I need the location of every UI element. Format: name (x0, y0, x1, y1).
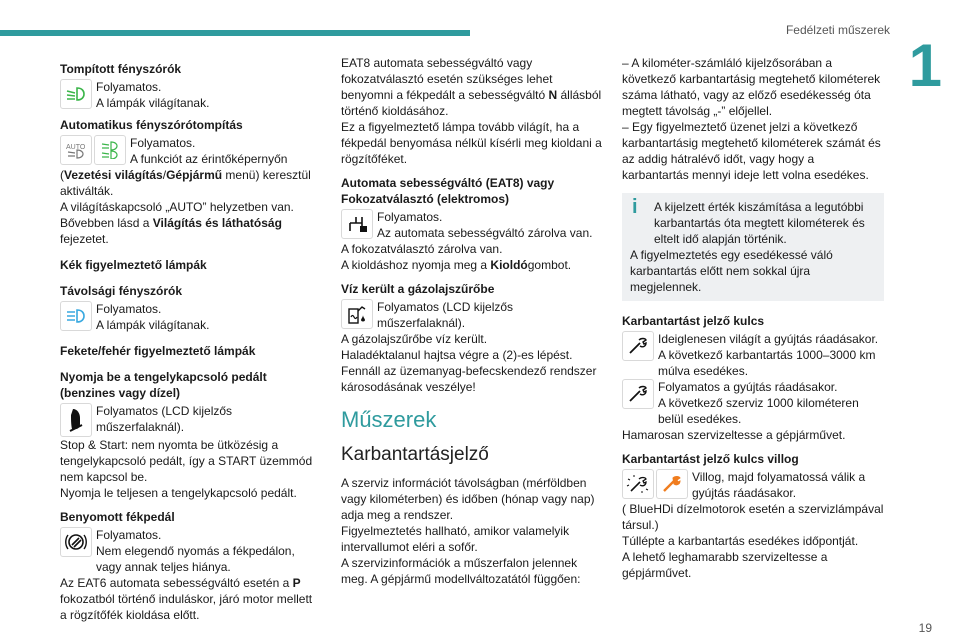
main-beam-line-1: Folyamatos. (96, 302, 162, 316)
info-para-1: A kijelzett érték kiszámítása a legutóbbi karbantartás óta megtett kilométerek és eltelt idő alapján történik. (654, 200, 865, 246)
eat8-bold: N (548, 88, 558, 102)
water-heading: Víz került a gázolajszűrőbe (341, 282, 495, 296)
paren-open: ( (60, 168, 64, 182)
service-key-flash-heading: Karbantartást jelző kulcs villog (622, 452, 799, 466)
page-number: 19 (918, 621, 932, 635)
chapter-number: 1 (908, 32, 942, 99)
eat8-pre: EAT8 automata sebességváltó vagy fokozatválasztó esetén szükséges lehet benyomni a fékpedált a sebességváltó (341, 56, 553, 102)
brake-para-pre: Az EAT6 automata sebességváltó esetén a (60, 576, 293, 590)
main-beam-line-2: A lámpák világítanak. (96, 318, 210, 332)
water-line-1: Folyamatos (LCD kijelzős műszerfalaknál). (377, 300, 514, 330)
service-para-1: A szerviz információt távolságban (mérföldben vagy kilométerben) és időben (hónap vagy nap) adja meg a rendszer. (341, 476, 595, 522)
main-beam-row (60, 301, 322, 333)
service-key-para: Hamarosan szervizeltesse a gépjárművet. (622, 428, 846, 442)
gearbox-para-2 (341, 257, 603, 273)
service-key-row-1 (622, 331, 884, 379)
service-key-heading: Karbantartást jelző kulcs (622, 314, 765, 328)
info-para-2: A figyelmeztetés egy esedékessé váló karbantartás előtt nem sokkal újra megjelennek. (630, 248, 833, 294)
service-para-3: A szervizinformációk a műszerfalon jelennek meg. A gépjármű modellváltozatától függően: (341, 556, 581, 586)
column-1 (60, 55, 322, 623)
info-icon: i (632, 196, 638, 218)
gearbox-para-1: A fokozatválasztó zárolva van. (341, 242, 503, 256)
brake-line-1: Folyamatos. (96, 528, 162, 542)
dipped-beam-heading: Tompított fényszórók (60, 62, 182, 76)
auto-dip-line-2: A funkciót az érintőképernyőn (130, 152, 288, 166)
service-key-line-2: A következő karbantartás 1000–3000 km múlva esedékes. (658, 348, 876, 378)
section-title: Műszerek (341, 407, 437, 432)
gearbox-p2-bold: Kioldó (490, 258, 528, 272)
fuel-filter-water-icon (341, 299, 373, 329)
brake-para-bold: P (292, 576, 301, 590)
orange-spanner-icon (656, 469, 688, 499)
dipped-beam-icon (60, 79, 92, 109)
header-accent-bar (0, 30, 470, 36)
spanner-icon (622, 331, 654, 361)
auto-dip-row (60, 135, 322, 167)
service-key-row-2 (622, 379, 884, 427)
brake-para (60, 575, 322, 623)
blue-lamps-heading: Kék figyelmeztető lámpák (60, 258, 207, 272)
menu-vehicle: Gépjármű (166, 168, 223, 182)
service-dash-1: – A kilométer-számláló kijelzősorában a következő karbantartásig megtehető kilométerek száma látható, vagy az előző esedékesség óta megtett távolság „-” előjellel. (622, 56, 881, 118)
clutch-para-1: Stop & Start: nem nyomta be ütközésig a tengelykapcsoló pedált, így a START üzemmód nem kapcsol be. (60, 438, 313, 484)
gearbox-line-1: Folyamatos. (377, 210, 443, 224)
main-beam-heading: Távolsági fényszórók (60, 284, 183, 298)
gearbox-p2-pre: A kioldáshoz nyomja meg a (341, 258, 491, 272)
running-title: Fedélzeti műszerek (785, 23, 890, 37)
gearbox-lock-icon (341, 209, 373, 239)
gearbox-row (341, 209, 603, 241)
dipped-beam-line-2: A lámpák világítanak. (96, 96, 210, 110)
service-key-line-4: A következő szerviz 1000 kilométeren belül esedékes. (658, 396, 859, 426)
svg-text:AUTO: AUTO (66, 144, 86, 151)
service-para-2: Figyelmeztetés hallható, amikor valamelyik intervallumot eléri a sofőr. (341, 524, 570, 554)
water-para-3: Fennáll az üzemanyag-befecskendező rendszer károsodásának veszélye! (341, 364, 597, 394)
flashing-spanner-icon (622, 469, 654, 499)
gearbox-heading: Automata sebességváltó (EAT8) vagy Fokozatválasztó (elektromos) (341, 176, 555, 206)
main-beam-icon (60, 301, 92, 331)
brake-line-2: Nem elegendő nyomás a fékpedálon, vagy annak teljes hiánya. (96, 544, 295, 574)
service-key-flash-line-1: Villog, majd folyamatossá válik a gyújtás ráadásakor. (692, 470, 866, 500)
dipped-beam-row (60, 79, 322, 111)
water-para-1: A gázolajszűrőbe víz került. (341, 332, 488, 346)
clutch-para-2: Nyomja le teljesen a tengelykapcsoló pedált. (60, 486, 297, 500)
flash-para-3: A lehető leghamarabb szervizeltesse a gépjárművet. (622, 550, 828, 580)
brake-pedal-icon (60, 527, 92, 557)
clutch-heading: Nyomja be a tengelykapcsoló pedált (benzines vagy dízel) (60, 370, 267, 400)
spanner-icon (622, 379, 654, 409)
brake-para-post: fokozatból történő induláskor, járó motor mellett a rögzítőfék kioldása előtt. (60, 592, 313, 622)
service-indicator-title: Karbantartásjelző (341, 444, 489, 465)
auto-dip-heading: Automatikus fényszórótompítás (60, 118, 243, 132)
auto-dip-reference (60, 215, 322, 247)
slash: / (162, 168, 167, 182)
water-para-2: Haladéktalanul hajtsa végre a (2)-es lépést. (341, 348, 573, 362)
service-key-line-3: Folyamatos a gyújtás ráadásakor. (658, 380, 838, 394)
auto-dip-menu-path (60, 167, 322, 199)
auto-dip-green-icon (94, 135, 126, 165)
eat8-post: állásból történő kioldásához. (341, 88, 602, 118)
auto-dip-switch-text: A világításkapcsoló „AUTO” helyzetben van. (60, 200, 294, 214)
auto-dip-line-1: Folyamatos. (130, 136, 196, 150)
water-row (341, 299, 603, 331)
auto-beam-icon (60, 135, 92, 165)
ref-post: fejezetet. (60, 232, 109, 246)
info-box (622, 193, 884, 301)
flash-para-1: ( BlueHDi dízelmotorok esetén a szervizlámpával társul.) (622, 502, 884, 532)
flash-para-2: Túllépte a karbantartás esedékes időpontját. (622, 534, 859, 548)
ref-bold: Világítás és láthatóság (152, 216, 282, 230)
menu-driving-lighting: Vezetési világítás (64, 168, 163, 182)
brake-row (60, 527, 322, 575)
eat8-para-1 (341, 55, 603, 119)
menu-rest: menü) keresztül aktiválták. (60, 168, 311, 198)
gearbox-line-2: Az automata sebességváltó zárolva van. (377, 226, 593, 240)
column-3 (622, 55, 884, 581)
column-2 (341, 55, 603, 587)
bw-lamps-heading: Fekete/fehér figyelmeztető lámpák (60, 344, 256, 358)
ref-pre: Bővebben lásd a (60, 216, 153, 230)
clutch-foot-icon (60, 403, 92, 437)
service-key-line-1: Ideiglenesen világít a gyújtás ráadásakor. (658, 332, 879, 346)
brake-heading: Benyomott fékpedál (60, 510, 175, 524)
gearbox-p2-post: gombot. (527, 258, 572, 272)
service-key-flash-row (622, 469, 884, 501)
clutch-line-1: Folyamatos (LCD kijelzős műszerfalaknál). (96, 404, 233, 434)
service-dash-2: – Egy figyelmeztető üzenet jelzi a következő karbantartásig megtehető kilométerek számát és az addig hátralévő időt, vagy hogy a karbantartás mennyi ideje lett volna esedékes. (622, 120, 881, 182)
clutch-row (60, 403, 322, 437)
eat8-para-2: Ez a figyelmeztető lámpa tovább világít, ha a fékpedál benyomása nélkül kísérli meg kioldani a rögzítőféket. (341, 120, 602, 166)
dipped-beam-line-1: Folyamatos. (96, 80, 162, 94)
